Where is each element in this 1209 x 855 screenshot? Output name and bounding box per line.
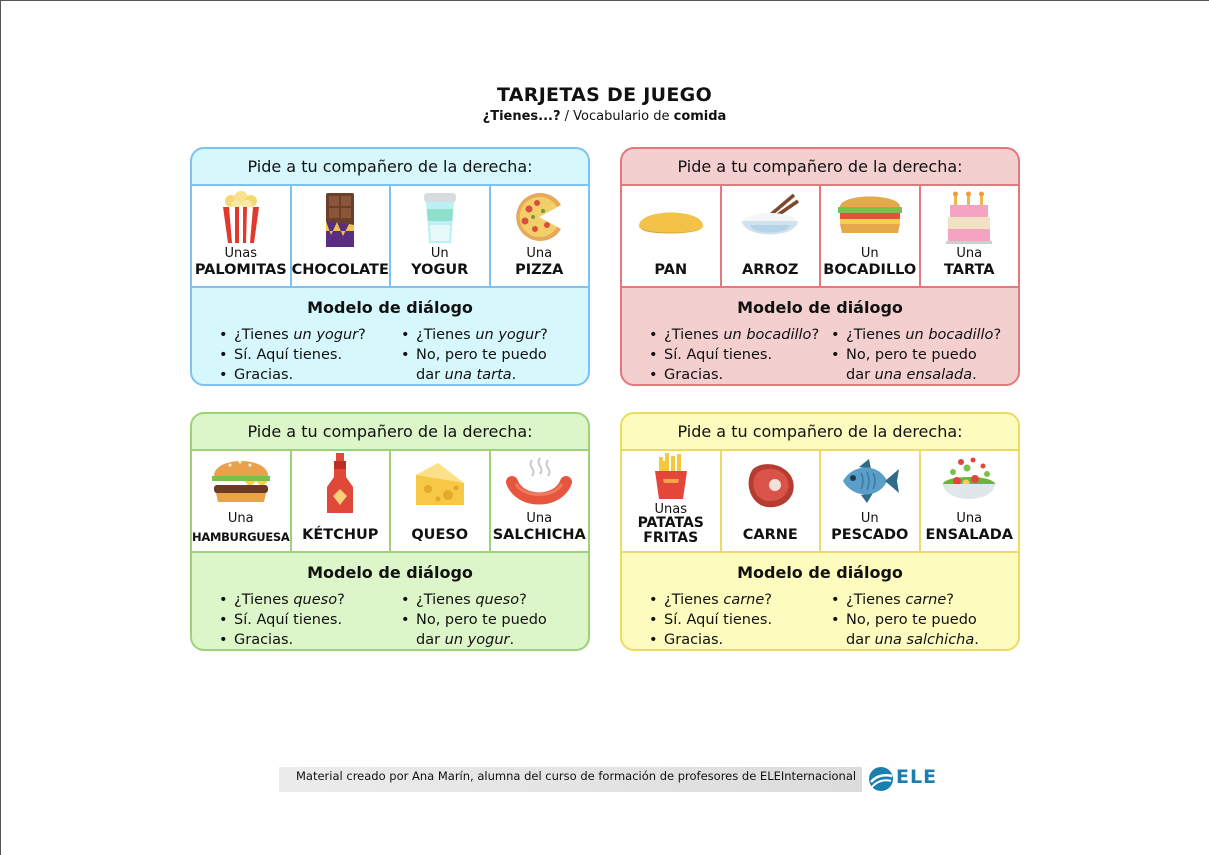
salad-icon (939, 456, 999, 508)
dialog-columns (622, 590, 1018, 650)
vocab-item (722, 451, 822, 551)
dialog-line: • ¿Tienes queso? (401, 592, 527, 608)
dialog-columns (622, 325, 1018, 385)
vocab-row (622, 449, 1018, 553)
vocab-item (622, 186, 722, 286)
dialog-line: dar una salchicha. (846, 632, 979, 648)
dialog-line: • Sí. Aquí tienes. (649, 347, 773, 363)
dialog-list-left (646, 590, 828, 650)
dialog-line: • No, pero te puedo (831, 347, 977, 363)
item-article: Una (956, 511, 983, 526)
vocab-item (292, 451, 392, 551)
vocab-item (192, 186, 292, 286)
vocab-row (192, 449, 588, 553)
item-word: SALCHICHA (492, 527, 586, 543)
item-article: Un (860, 511, 879, 526)
dialog-list-right (828, 325, 1010, 385)
item-article: Una (526, 511, 553, 526)
vocab-item (722, 186, 822, 286)
item-article: Una (227, 511, 254, 526)
page-border-left (0, 0, 1, 855)
dialog-title: Modelo de diálogo (737, 298, 903, 317)
item-word: PESCADO (831, 527, 909, 543)
dialog-line: • Sí. Aquí tienes. (219, 347, 343, 363)
vocab-item (491, 451, 589, 551)
dialog-list-right (398, 325, 580, 385)
item-word: CHOCOLATE (291, 262, 389, 278)
item-article: Una (956, 246, 983, 261)
vocab-item (622, 451, 722, 551)
item-article: Una (526, 246, 553, 261)
vocab-item (921, 451, 1019, 551)
item-word: ENSALADA (925, 527, 1013, 543)
burger-icon (210, 456, 272, 506)
vocab-item (921, 186, 1019, 286)
dialog-line: • Gracias. (649, 632, 724, 648)
footer-credit: Material creado por Ana Marín, alumna del curso de formación de profesores de ELEInternacional (296, 769, 857, 783)
item-word: PIZZA (515, 262, 564, 278)
vocab-row (192, 184, 588, 288)
vocab-row (622, 184, 1018, 288)
vocab-item (821, 451, 921, 551)
sausage-icon (506, 456, 572, 506)
item-article: Un (430, 246, 449, 261)
game-card-red (620, 147, 1020, 386)
vocab-item (491, 186, 589, 286)
dialog-line: • ¿Tienes un bocadillo? (831, 327, 1002, 343)
dialog-line: • No, pero te puedo (831, 612, 977, 628)
vocab-item (821, 186, 921, 286)
dialog-line: • ¿Tienes carne? (831, 592, 954, 608)
item-word: KÉTCHUP (302, 527, 379, 543)
dialog-line: • ¿Tienes un yogur? (219, 327, 366, 343)
meat-icon (743, 461, 797, 511)
yogurt-icon (418, 191, 462, 247)
page-subtitle: ¿Tienes...? / Vocabulario de comida (482, 109, 727, 124)
cake-icon (944, 191, 994, 245)
vocab-item (192, 451, 292, 551)
item-word: TARTA (944, 262, 995, 278)
dialog-line: • ¿Tienes un yogur? (401, 327, 548, 343)
dialog-title: Modelo de diálogo (737, 563, 903, 582)
dialog-line: • Gracias. (219, 367, 294, 383)
dialog-line: • Sí. Aquí tienes. (219, 612, 343, 628)
vocab-item (391, 186, 491, 286)
popcorn-icon (217, 191, 265, 245)
dialog-line: dar una tarta. (416, 367, 517, 383)
ketchup-icon (323, 453, 357, 517)
dialog-list-left (216, 590, 398, 650)
dialog-title: Modelo de diálogo (307, 563, 473, 582)
dialog-line: • No, pero te puedo (401, 612, 547, 628)
item-article: Unas (224, 246, 257, 261)
pizza-icon (513, 191, 565, 243)
item-word: ARROZ (742, 262, 799, 278)
card-instruction: Pide a tu compañero de la derecha: (247, 422, 533, 441)
page-border-top (0, 0, 1209, 1)
item-article: Un (860, 246, 879, 261)
fries-icon (649, 453, 693, 501)
game-card-yellow (620, 412, 1020, 651)
dialog-line: dar una ensalada. (846, 367, 977, 383)
item-word: PAN (654, 262, 688, 278)
item-word: CARNE (742, 527, 798, 543)
dialog-columns (192, 325, 588, 385)
dialog-line: • No, pero te puedo (401, 347, 547, 363)
ele-logo-icon (868, 766, 894, 792)
dialog-line: dar un yogur. (416, 632, 515, 648)
game-card-blue (190, 147, 590, 386)
cheese-icon (412, 461, 468, 509)
dialog-columns (192, 590, 588, 650)
item-word: YOGUR (411, 262, 469, 278)
bread-icon (635, 200, 707, 240)
dialog-line: • Sí. Aquí tienes. (649, 612, 773, 628)
dialog-list-right (828, 590, 1010, 650)
fish-icon (839, 457, 901, 505)
card-instruction: Pide a tu compañero de la derecha: (677, 157, 963, 176)
chocolate-icon (317, 191, 363, 249)
dialog-line: • Gracias. (219, 632, 294, 648)
card-instruction: Pide a tu compañero de la derecha: (247, 157, 533, 176)
dialog-title: Modelo de diálogo (307, 298, 473, 317)
item-word: PATATAS FRITAS (637, 515, 704, 546)
dialog-line: • ¿Tienes queso? (219, 592, 345, 608)
rice-bowl-icon (738, 191, 802, 247)
dialog-list-left (646, 325, 828, 385)
card-instruction: Pide a tu compañero de la derecha: (677, 422, 963, 441)
dialog-line: • ¿Tienes carne? (649, 592, 772, 608)
ele-logo-text: ELE (896, 766, 938, 788)
dialog-list-right (398, 590, 580, 650)
dialog-line: • Gracias. (649, 367, 724, 383)
vocab-item (391, 451, 491, 551)
item-word: QUESO (411, 527, 469, 543)
sandwich-icon (834, 191, 906, 237)
item-word: PALOMITAS (194, 262, 287, 278)
item-word: BOCADILLO (823, 262, 917, 278)
item-word: HAMBURGUESA (192, 530, 290, 544)
dialog-list-left (216, 325, 398, 385)
page-title: TARJETAS DE JUEGO (496, 84, 713, 106)
item-article: Unas (654, 502, 687, 517)
vocab-item (292, 186, 392, 286)
dialog-line: • ¿Tienes un bocadillo? (649, 327, 820, 343)
game-card-green (190, 412, 590, 651)
